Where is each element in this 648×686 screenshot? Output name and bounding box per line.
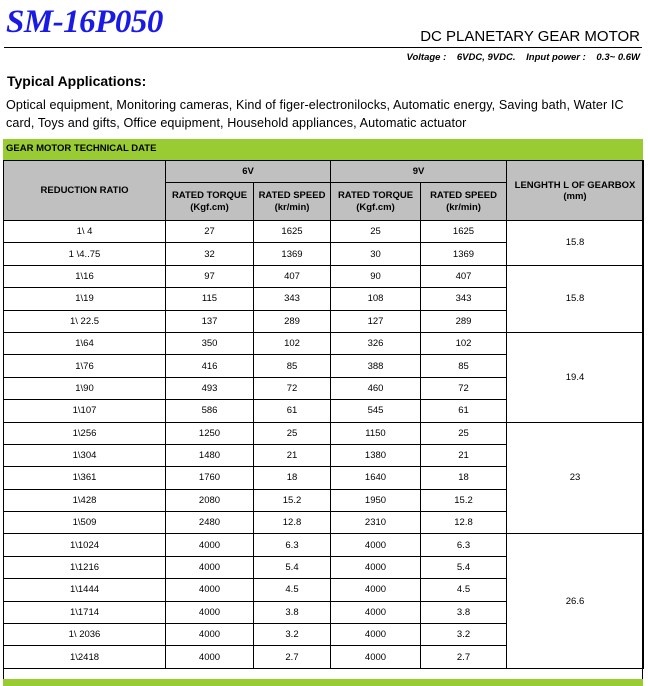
- torque-6v-cell: 586: [166, 400, 254, 422]
- speed-9v-cell: 289: [421, 310, 507, 332]
- ratio-cell: 1\2418: [4, 646, 166, 668]
- gearbox-length-cell: 15.8: [507, 221, 644, 266]
- table-row: [4, 332, 644, 354]
- speed-9v-cell: 343: [421, 288, 507, 310]
- torque-9v-cell: 90: [331, 265, 421, 287]
- voltage-label: Voltage :: [406, 52, 447, 63]
- ratio-cell: 1\428: [4, 489, 166, 511]
- torque-6v-cell: 4000: [166, 646, 254, 668]
- torque-9v-cell: 460: [331, 377, 421, 399]
- table-row: [4, 221, 644, 243]
- ratio-cell: 1\1024: [4, 534, 166, 556]
- header-speed-6v: [254, 183, 331, 221]
- speed-9v-cell: 6.3: [421, 534, 507, 556]
- speed-6v-cell: 61: [254, 400, 331, 422]
- ratio-cell: 1\ 4: [4, 221, 166, 243]
- speed-6v-cell: 21: [254, 444, 331, 466]
- speed-6v-cell: 25: [254, 422, 331, 444]
- speed-9v-cell: 12.8: [421, 512, 507, 534]
- ratio-cell: 1\1444: [4, 579, 166, 601]
- ratio-cell: 1\19: [4, 288, 166, 310]
- header-speed-6v-label: RATED SPEED: [258, 189, 326, 201]
- speed-6v-cell: 12.8: [254, 512, 331, 534]
- torque-6v-cell: 27: [166, 221, 254, 243]
- torque-9v-cell: 25: [331, 221, 421, 243]
- torque-9v-cell: 1950: [331, 489, 421, 511]
- torque-9v-cell: 1640: [331, 467, 421, 489]
- ratio-cell: 1\64: [4, 332, 166, 354]
- table-row: [4, 265, 644, 287]
- speed-9v-cell: 1625: [421, 221, 507, 243]
- torque-9v-cell: 127: [331, 310, 421, 332]
- ratio-cell: 1\256: [4, 422, 166, 444]
- torque-6v-cell: 1760: [166, 467, 254, 489]
- torque-9v-cell: 1150: [331, 422, 421, 444]
- table-row: [4, 534, 644, 556]
- torque-9v-cell: 30: [331, 243, 421, 265]
- header-torque-6v-unit: (Kgf.cm): [190, 201, 229, 213]
- speed-9v-cell: 3.2: [421, 624, 507, 646]
- speed-9v-cell: 4.5: [421, 579, 507, 601]
- input-power-label: Input power :: [526, 52, 586, 63]
- header-speed-9v-label: RATED SPEED: [430, 189, 497, 201]
- torque-6v-cell: 1250: [166, 422, 254, 444]
- footer-bar: [3, 679, 643, 686]
- torque-6v-cell: 2480: [166, 512, 254, 534]
- torque-9v-cell: 2310: [331, 512, 421, 534]
- speed-9v-cell: 15.2: [421, 489, 507, 511]
- ratio-cell: 1\90: [4, 377, 166, 399]
- torque-6v-cell: 350: [166, 332, 254, 354]
- speed-6v-cell: 102: [254, 332, 331, 354]
- torque-6v-cell: 4000: [166, 579, 254, 601]
- section-title: GEAR MOTOR TECHNICAL DATE: [6, 143, 157, 154]
- speed-9v-cell: 21: [421, 444, 507, 466]
- section-bar: [3, 139, 643, 160]
- applications-heading: Typical Applications:: [7, 73, 147, 89]
- voltage-value: 6VDC, 9VDC.: [456, 52, 516, 63]
- speed-6v-cell: 72: [254, 377, 331, 399]
- ratio-cell: 1\16: [4, 265, 166, 287]
- header-row-voltage: [4, 161, 644, 183]
- speed-9v-cell: 18: [421, 467, 507, 489]
- model-title: SM-16P050: [6, 4, 163, 40]
- speed-6v-cell: 289: [254, 310, 331, 332]
- speed-6v-cell: 4.5: [254, 579, 331, 601]
- gearbox-length-cell: 19.4: [507, 332, 644, 422]
- torque-6v-cell: 493: [166, 377, 254, 399]
- header-speed-9v: [421, 183, 507, 221]
- torque-9v-cell: 108: [331, 288, 421, 310]
- speed-9v-cell: 1369: [421, 243, 507, 265]
- ratio-cell: 1\ 2036: [4, 624, 166, 646]
- voltage-spec: [398, 52, 640, 63]
- speed-9v-cell: 3.8: [421, 601, 507, 623]
- speed-9v-cell: 407: [421, 265, 507, 287]
- torque-9v-cell: 4000: [331, 579, 421, 601]
- torque-9v-cell: 4000: [331, 534, 421, 556]
- header-torque-9v: [331, 183, 421, 221]
- ratio-cell: 1 \4..75: [4, 243, 166, 265]
- header-torque-9v-unit: (Kgf.cm): [356, 201, 395, 213]
- header-speed-9v-unit: (kr/min): [446, 201, 481, 213]
- speed-6v-cell: 5.4: [254, 556, 331, 578]
- speed-6v-cell: 18: [254, 467, 331, 489]
- torque-6v-cell: 115: [166, 288, 254, 310]
- torque-6v-cell: 2080: [166, 489, 254, 511]
- ratio-cell: 1\76: [4, 355, 166, 377]
- torque-9v-cell: 4000: [331, 646, 421, 668]
- header-speed-6v-unit: (kr/min): [274, 201, 310, 213]
- header-gearbox-length: LENGHTH L OF GEARBOX (mm): [507, 161, 644, 221]
- speed-6v-cell: 407: [254, 265, 331, 287]
- speed-6v-cell: 15.2: [254, 489, 331, 511]
- gearbox-length-cell: 23: [507, 422, 644, 534]
- torque-6v-cell: 4000: [166, 601, 254, 623]
- torque-6v-cell: 416: [166, 355, 254, 377]
- torque-9v-cell: 1380: [331, 444, 421, 466]
- speed-9v-cell: 85: [421, 355, 507, 377]
- speed-6v-cell: 3.8: [254, 601, 331, 623]
- input-power-value: 0.3~ 0.6W: [596, 52, 640, 63]
- speed-9v-cell: 72: [421, 377, 507, 399]
- speed-6v-cell: 6.3: [254, 534, 331, 556]
- header-reduction-ratio: REDUCTION RATIO: [4, 161, 166, 221]
- torque-9v-cell: 326: [331, 332, 421, 354]
- table-frame-right: [642, 160, 643, 680]
- torque-9v-cell: 4000: [331, 624, 421, 646]
- speed-6v-cell: 343: [254, 288, 331, 310]
- applications-text: Optical equipment, Monitoring cameras, Kind of figer-electronilocks, Automatic energy, Saving bath, Water IC card, Toys and gifts, Office equipment, Household appliances, Automatic actuator: [6, 98, 624, 130]
- speed-6v-cell: 1369: [254, 243, 331, 265]
- speed-9v-cell: 61: [421, 400, 507, 422]
- speed-6v-cell: 3.2: [254, 624, 331, 646]
- ratio-cell: 1\1216: [4, 556, 166, 578]
- ratio-cell: 1\1714: [4, 601, 166, 623]
- torque-9v-cell: 4000: [331, 556, 421, 578]
- ratio-cell: 1\107: [4, 400, 166, 422]
- table-frame-left: [3, 160, 4, 680]
- torque-6v-cell: 137: [166, 310, 254, 332]
- gearbox-length-cell: 15.8: [507, 265, 644, 332]
- technical-data-table: [3, 160, 644, 669]
- torque-6v-cell: 4000: [166, 624, 254, 646]
- ratio-cell: 1\304: [4, 444, 166, 466]
- torque-9v-cell: 4000: [331, 601, 421, 623]
- ratio-cell: 1\361: [4, 467, 166, 489]
- header-9v: 9V: [331, 161, 507, 183]
- header-torque-6v: [166, 183, 254, 221]
- ratio-cell: 1\ 22.5: [4, 310, 166, 332]
- header-torque-9v-label: RATED TORQUE: [337, 189, 414, 201]
- torque-6v-cell: 4000: [166, 534, 254, 556]
- torque-6v-cell: 1480: [166, 444, 254, 466]
- table-row: [4, 422, 644, 444]
- gearbox-length-cell: 26.6: [507, 534, 644, 668]
- ratio-cell: 1\509: [4, 512, 166, 534]
- header-6v: 6V: [166, 161, 331, 183]
- speed-9v-cell: 102: [421, 332, 507, 354]
- product-subtitle: DC PLANETARY GEAR MOTOR: [420, 28, 640, 45]
- torque-6v-cell: 4000: [166, 556, 254, 578]
- header-divider: [4, 47, 642, 48]
- speed-6v-cell: 1625: [254, 221, 331, 243]
- speed-9v-cell: 5.4: [421, 556, 507, 578]
- speed-6v-cell: 85: [254, 355, 331, 377]
- torque-9v-cell: 545: [331, 400, 421, 422]
- torque-9v-cell: 388: [331, 355, 421, 377]
- speed-6v-cell: 2.7: [254, 646, 331, 668]
- speed-9v-cell: 2.7: [421, 646, 507, 668]
- torque-6v-cell: 97: [166, 265, 254, 287]
- torque-6v-cell: 32: [166, 243, 254, 265]
- speed-9v-cell: 25: [421, 422, 507, 444]
- header-torque-6v-label: RATED TORQUE: [171, 189, 248, 201]
